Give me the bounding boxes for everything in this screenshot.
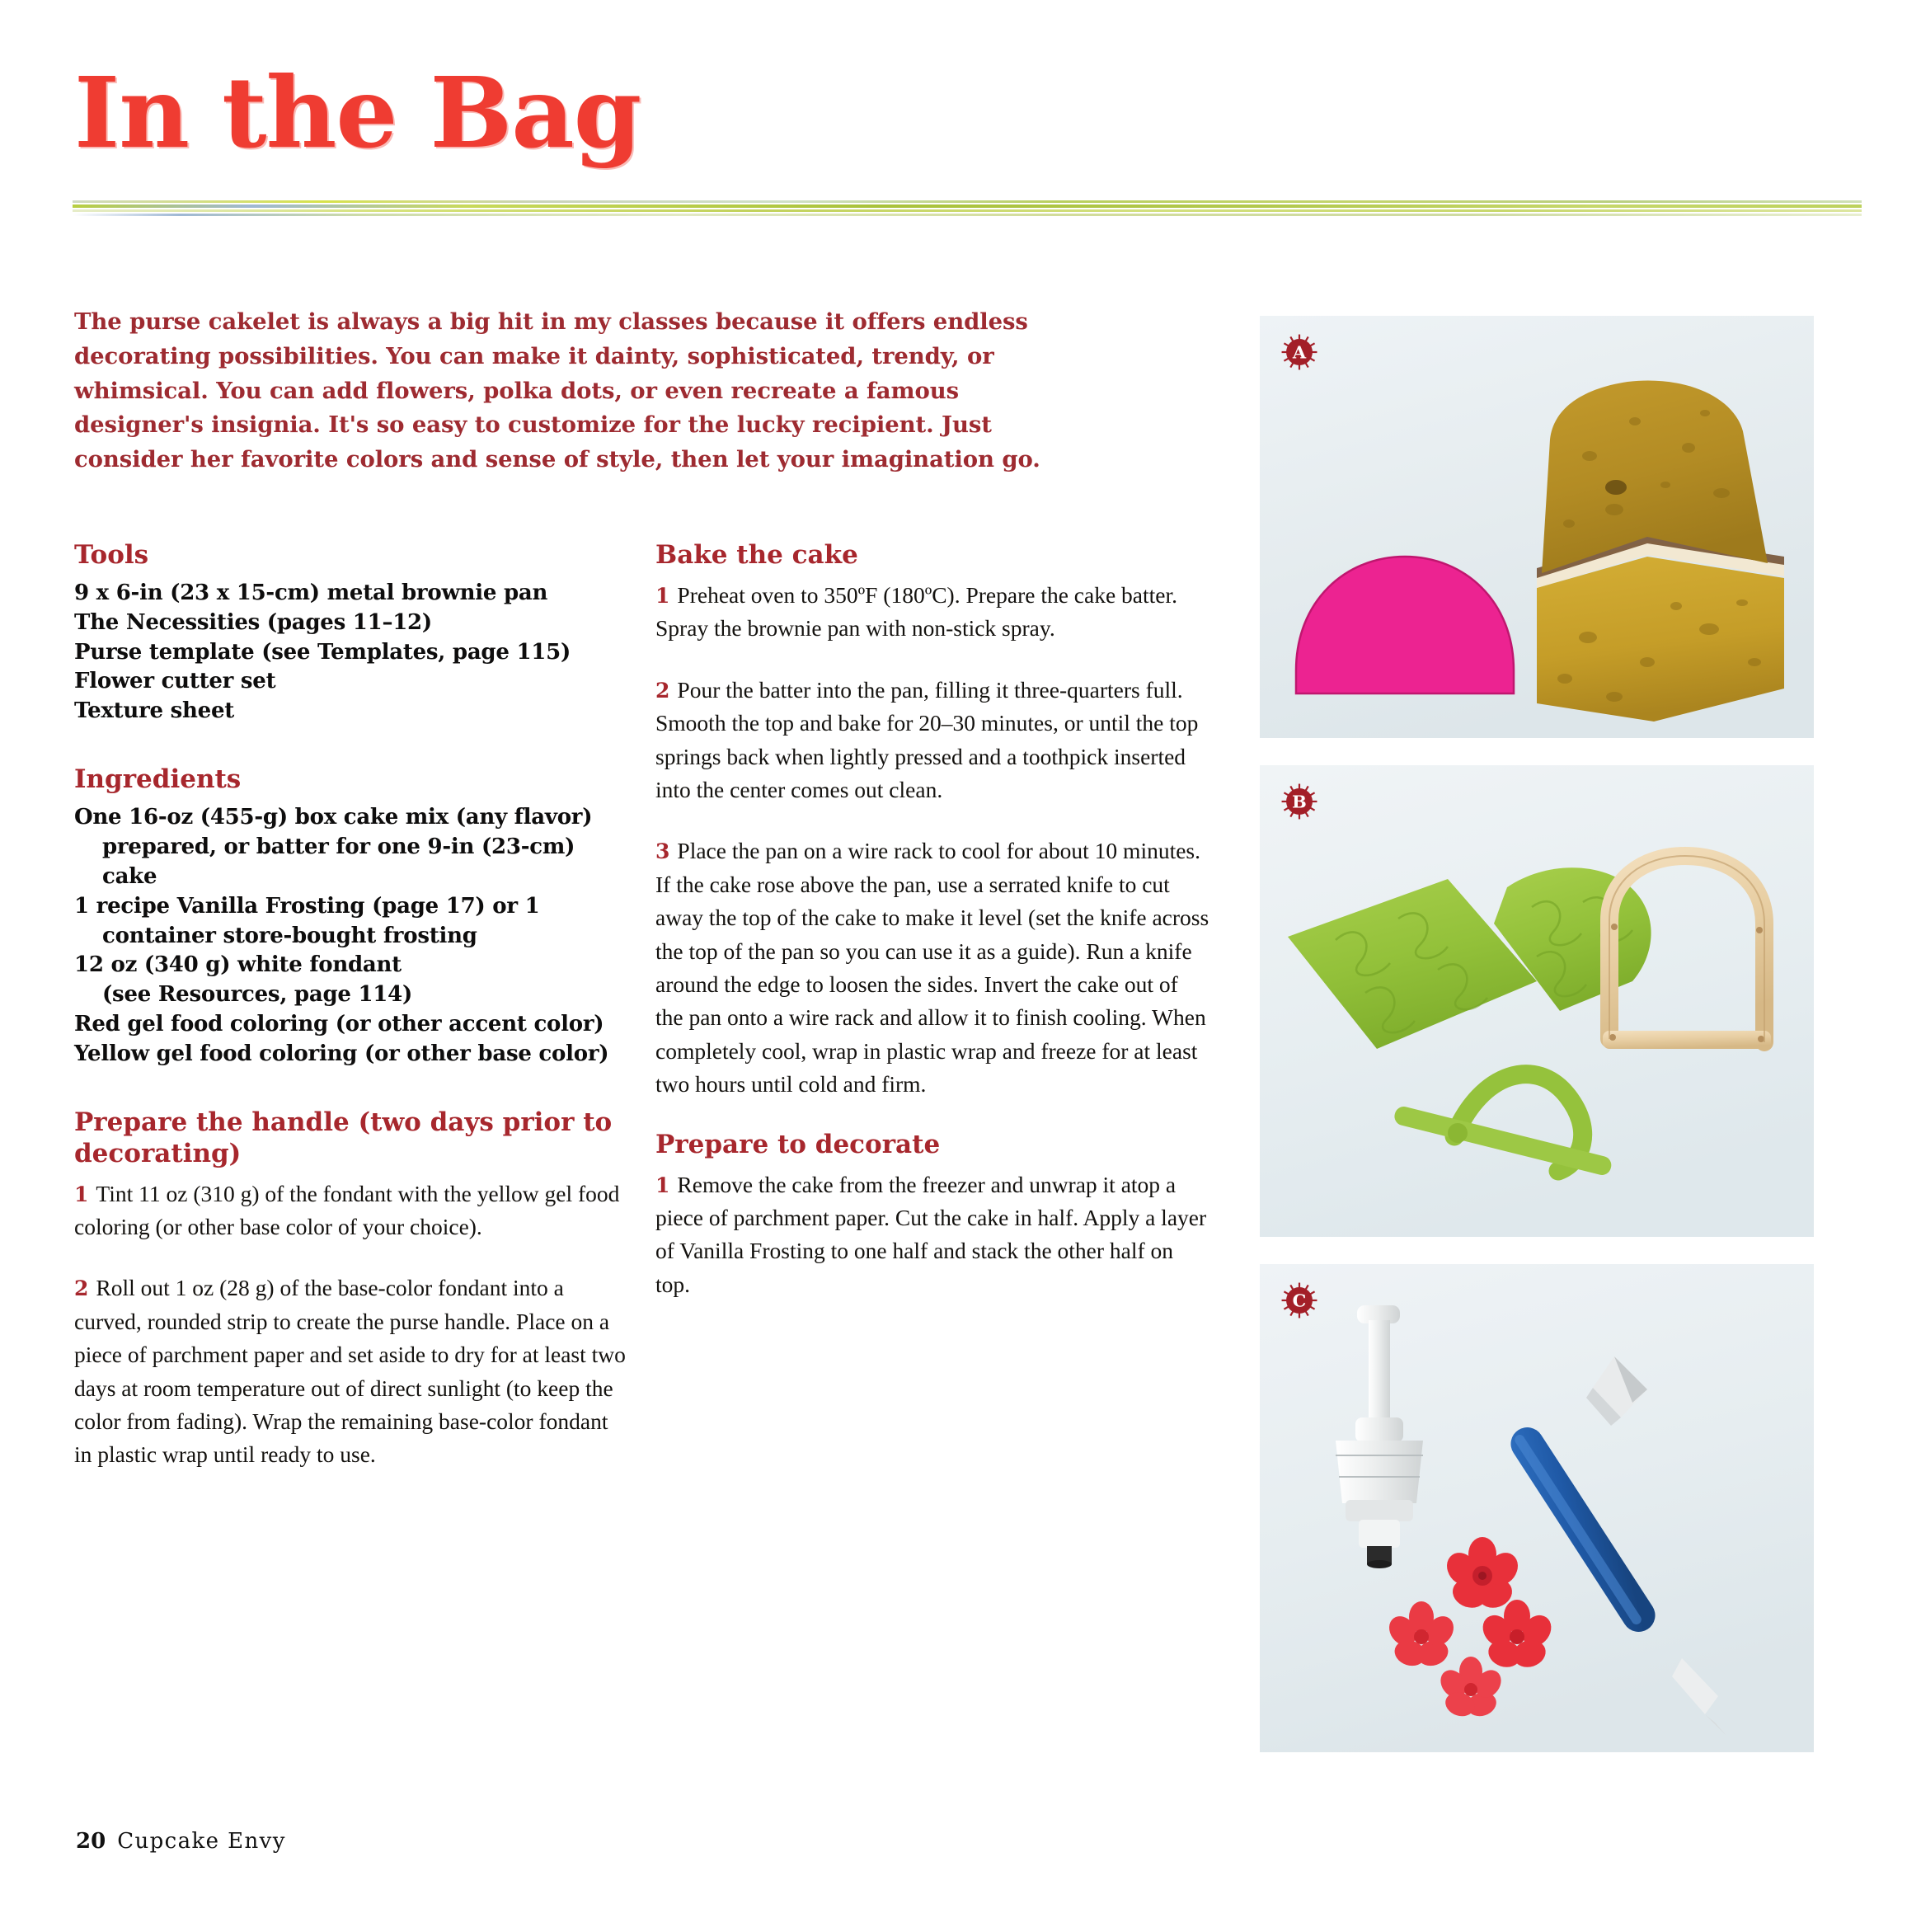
svg-text:A: A — [1292, 341, 1307, 363]
photo-badge-a — [1281, 334, 1317, 370]
right-column — [655, 540, 1209, 1329]
svg-text:B: B — [1292, 791, 1307, 812]
spacer — [74, 1069, 628, 1107]
rule-line-3 — [73, 209, 1862, 212]
bake-step — [655, 579, 1209, 646]
list-item — [74, 803, 628, 892]
step-text: Pour the batter into the pan, filling it three-quarters full. Smooth the top and bake for 20–30 minutes, or until the top springs back when lightly pressed and a toothpick inserted into the center comes out clean. — [655, 676, 1199, 802]
list-item: Flower cutter set — [74, 669, 276, 694]
step-number: 1 — [74, 1182, 89, 1206]
page-footer — [76, 1829, 286, 1854]
ingredient-main: 12 oz (340 g) white fondant — [74, 952, 402, 978]
ingredients-list — [74, 803, 628, 1069]
svg-text:C: C — [1292, 1290, 1307, 1311]
step-number: 3 — [655, 839, 670, 864]
list-item: 9 x 6-in (23 x 15-cm) metal brownie pan — [74, 580, 548, 605]
footer-book-title: Cupcake Envy — [117, 1829, 286, 1854]
page-title: In the Bag — [74, 55, 641, 170]
list-item: Texture sheet — [74, 698, 234, 724]
spacer — [74, 726, 628, 764]
footer-page-number: 20 — [76, 1829, 106, 1854]
bake-step — [655, 674, 1209, 807]
photo-b — [1260, 765, 1814, 1237]
ingredients-heading: Ingredients — [74, 764, 242, 795]
rule-line-2 — [73, 204, 1862, 208]
rule-line-4 — [73, 214, 1862, 216]
handle-step — [74, 1272, 628, 1472]
list-item — [74, 1010, 628, 1040]
tools-heading: Tools — [74, 540, 149, 570]
ingredient-cont: prepared, or batter for one 9-in (23-cm) cake — [102, 834, 575, 889]
decorate-step — [655, 1168, 1209, 1302]
step-text: Preheat oven to 350ºF (180ºC). Prepare the cake batter. Spray the brownie pan with non-stick spray. — [655, 581, 1177, 642]
ingredient-main: Red gel food coloring (or other accent color) — [74, 1012, 604, 1037]
step-text: Tint 11 oz (310 g) of the fondant with the yellow gel food coloring (or other base color of your choice). — [74, 1180, 620, 1239]
step-number: 1 — [655, 583, 670, 608]
handle-heading: Prepare the handle (two days prior to decorating) — [74, 1107, 613, 1168]
step-number: 1 — [655, 1173, 670, 1197]
step-text: Remove the cake from the freezer and unwrap it atop a piece of parchment paper. Cut the cake in half. Apply a layer of Vanilla Frosting to one half and stack the other half on top. — [655, 1171, 1207, 1297]
ingredient-cont: (see Resources, page 114) — [102, 982, 413, 1008]
left-column — [74, 540, 628, 1500]
ingredient-main: Yellow gel food coloring (or other base color) — [74, 1041, 609, 1066]
step-number: 2 — [655, 678, 670, 703]
photo-badge-b — [1281, 783, 1317, 820]
handle-step — [74, 1178, 628, 1244]
photo-a — [1260, 316, 1814, 738]
bake-heading: Bake the cake — [655, 540, 858, 570]
decorative-rule — [73, 200, 1862, 219]
photo-c — [1260, 1264, 1814, 1752]
title-block — [74, 55, 1855, 170]
ingredient-main: One 16-oz (455-g) box cake mix (any flavor) — [74, 805, 593, 830]
list-item: Purse template (see Templates, page 115) — [74, 639, 571, 665]
ingredient-main: 1 recipe Vanilla Frosting (page 17) or 1 — [74, 893, 540, 919]
list-item — [74, 892, 628, 952]
list-item — [74, 951, 628, 1010]
list-item — [74, 1040, 628, 1069]
photo-badge-c — [1281, 1282, 1317, 1319]
ingredient-cont: container store-bought frosting — [102, 923, 477, 948]
list-item: The Necessities (pages 11–12) — [74, 609, 432, 635]
step-text: Place the pan on a wire rack to cool for about 10 minutes. If the cake rose above the pan, use a serrated knife to cut away the top of the cake to make it level (set the knife across the top of the pan so you can use it as a guide). Run a knife around the edge to loosen the sides. Invert the cake out of the pan onto a wire rack and allow it to finish cooling. When completely cool, wrap in plastic wrap and freeze for at least two hours until cold and firm. — [655, 838, 1209, 1098]
decorate-heading: Prepare to decorate — [655, 1129, 941, 1159]
tools-list — [74, 579, 628, 726]
rule-line-1 — [73, 200, 1862, 203]
step-number: 2 — [74, 1276, 89, 1301]
step-text: Roll out 1 oz (28 g) of the base-color fondant into a curved, rounded strip to create the purse handle. Place on a piece of parchment paper and set aside to dry for at least two days at room temperature out of direct sunlight (to keep the color from fading). Wrap the remaining base-color fondant in plastic wrap until ready to use. — [74, 1275, 626, 1468]
intro-paragraph: The purse cakelet is always a big hit in my classes because it offers endless decorating possibilities. You can make it dainty, sophisticated, trendy, or whimsical. You can add flowers, polka dots, or even recreate a famous designer's insignia. It's so easy to customize for the lucky recipient. Just consider her favorite colors and sense of style, then let your imagination go. — [74, 308, 1040, 473]
bake-step — [655, 834, 1209, 1101]
